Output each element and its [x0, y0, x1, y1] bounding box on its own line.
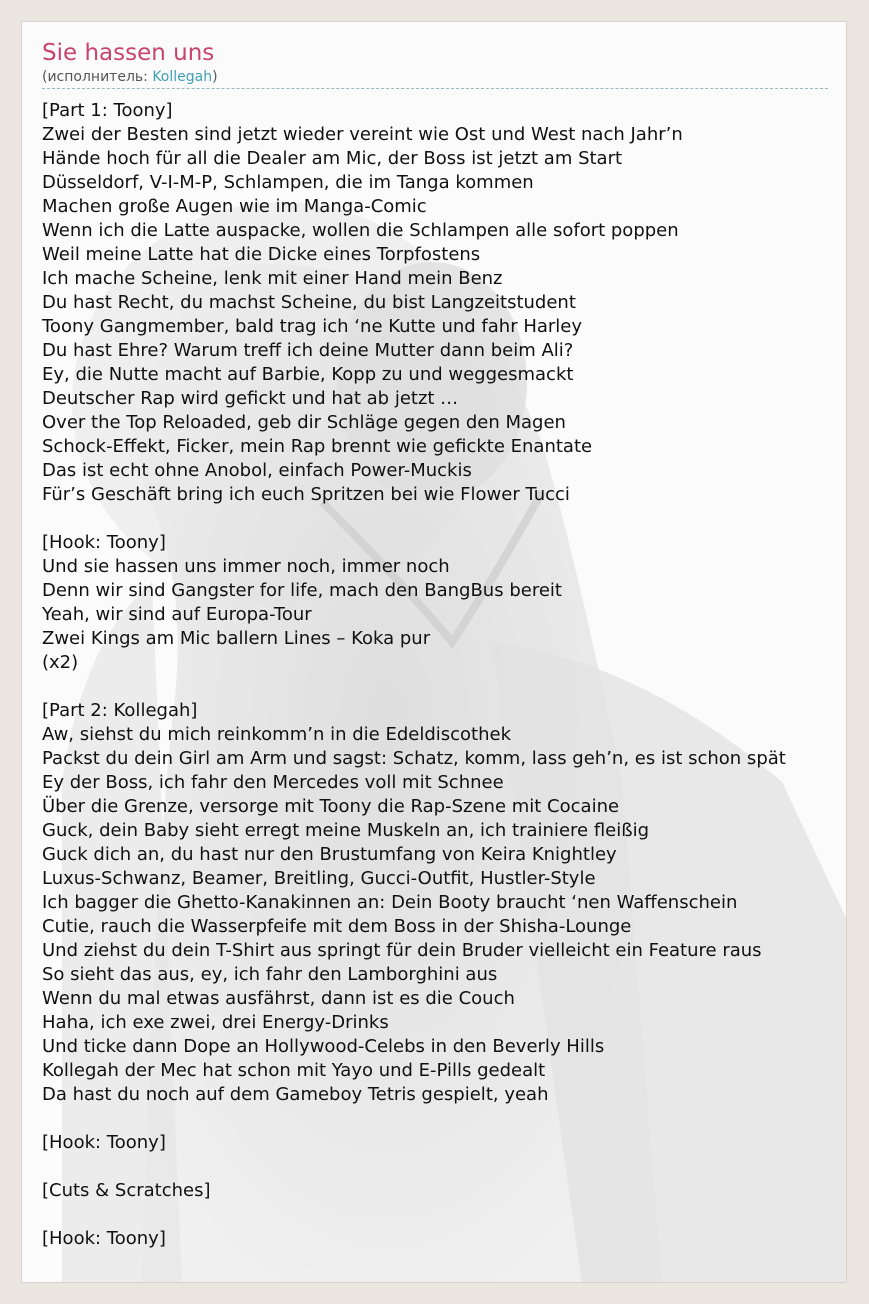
lyric-line: Schock-Effekt, Ficker, mein Rap brennt wie gefickte Enantate	[42, 436, 593, 457]
lyric-line: [Hook: Toony]	[42, 1132, 166, 1153]
lyric-line: Ich mache Scheine, lenk mit einer Hand mein Benz	[42, 268, 503, 289]
lyric-line: Zwei Kings am Mic ballern Lines – Koka pur	[42, 628, 431, 649]
lyric-blank-line	[42, 507, 828, 531]
lyric-line: Ich bagger die Ghetto-Kanakinnen an: Dein Booty braucht ‘nen Waffenschein	[42, 892, 738, 913]
lyric-line: Kollegah der Mec hat schon mit Yayo und E-Pills gedealt	[42, 1060, 546, 1081]
lyric-line: Aw, siehst du mich reinkomm’n in die Edeldiscothek	[42, 724, 511, 745]
lyric-line: Und ticke dann Dope an Hollywood-Celebs in den Beverly Hills	[42, 1036, 605, 1057]
artist-link[interactable]: Kollegah	[152, 69, 213, 85]
lyric-line: Wenn ich die Latte auspacke, wollen die Schlampen alle sofort poppen	[42, 220, 679, 241]
lyric-line: Ey, die Nutte macht auf Barbie, Kopp zu und weggesmackt	[42, 364, 574, 385]
lyric-line: Wenn du mal etwas ausfährst, dann ist es die Couch	[42, 988, 515, 1009]
lyric-line: Ey der Boss, ich fahr den Mercedes voll mit Schnee	[42, 772, 504, 793]
lyric-line: (x2)	[42, 652, 79, 673]
lyrics-card	[21, 21, 847, 1283]
lyric-line: Cutie, rauch die Wasserpfeife mit dem Boss in der Shisha-Lounge	[42, 916, 632, 937]
lyric-blank-line	[42, 1203, 828, 1227]
lyric-line: Guck, dein Baby sieht erregt meine Muskeln an, ich trainiere fleißig	[42, 820, 649, 841]
lyric-line: Und ziehst du dein T-Shirt aus springt für dein Bruder vielleicht ein Feature raus	[42, 940, 762, 961]
lyric-line: Zwei der Besten sind jetzt wieder vereint wie Ost und West nach Jahr’n	[42, 124, 683, 145]
artist-prefix: (исполнитель:	[42, 69, 153, 85]
lyric-line: Machen große Augen wie im Manga-Comic	[42, 196, 427, 217]
lyric-line: Toony Gangmember, bald trag ich ‘ne Kutte und fahr Harley	[42, 316, 583, 337]
lyric-line: [Hook: Toony]	[42, 532, 166, 553]
lyric-line: Weil meine Latte hat die Dicke eines Torpfostens	[42, 244, 481, 265]
lyric-line: So sieht das aus, ey, ich fahr den Lamborghini aus	[42, 964, 498, 985]
lyric-line: Packst du dein Girl am Arm und sagst: Schatz, komm, lass geh’n, es ist schon spät	[42, 748, 786, 769]
lyric-line: Yeah, wir sind auf Europa-Tour	[42, 604, 312, 625]
lyric-line: Düsseldorf, V-I-M-P, Schlampen, die im Tanga kommen	[42, 172, 534, 193]
lyric-line: Da hast du noch auf dem Gameboy Tetris gespielt, yeah	[42, 1084, 549, 1105]
lyrics-content	[42, 38, 828, 1251]
lyric-blank-line	[42, 675, 828, 699]
lyric-line: [Part 2: Kollegah]	[42, 700, 198, 721]
lyric-line: [Hook: Toony]	[42, 1228, 166, 1249]
lyric-blank-line	[42, 1107, 828, 1131]
lyric-line: Deutscher Rap wird gefickt und hat ab jetzt …	[42, 388, 459, 409]
lyric-line: Haha, ich exe zwei, drei Energy-Drinks	[42, 1012, 389, 1033]
artist-line	[42, 68, 828, 89]
lyric-line: [Part 1: Toony]	[42, 100, 173, 121]
lyric-line: Für’s Geschäft bring ich euch Spritzen bei wie Flower Tucci	[42, 484, 570, 505]
lyric-line: Und sie hassen uns immer noch, immer noch	[42, 556, 450, 577]
lyrics-body	[42, 99, 828, 1251]
lyric-line: Das ist echt ohne Anobol, einfach Power-Muckis	[42, 460, 472, 481]
lyric-blank-line	[42, 1155, 828, 1179]
song-title: Sie hassen uns	[42, 40, 215, 66]
lyric-line: Over the Top Reloaded, geb dir Schläge gegen den Magen	[42, 412, 566, 433]
lyric-line: Guck dich an, du hast nur den Brustumfang von Keira Knightley	[42, 844, 617, 865]
lyric-line: Du hast Ehre? Warum treff ich deine Mutter dann beim Ali?	[42, 340, 574, 361]
lyric-line: Du hast Recht, du machst Scheine, du bist Langzeitstudent	[42, 292, 576, 313]
lyric-line: Hände hoch für all die Dealer am Mic, der Boss ist jetzt am Start	[42, 148, 623, 169]
lyric-line: Über die Grenze, versorge mit Toony die Rap-Szene mit Cocaine	[42, 796, 620, 817]
lyric-line: Denn wir sind Gangster for life, mach den BangBus bereit	[42, 580, 562, 601]
lyric-line: Luxus-Schwanz, Beamer, Breitling, Gucci-Outfit, Hustler-Style	[42, 868, 596, 889]
artist-suffix: )	[212, 69, 218, 85]
lyric-line: [Cuts & Scratches]	[42, 1180, 211, 1201]
